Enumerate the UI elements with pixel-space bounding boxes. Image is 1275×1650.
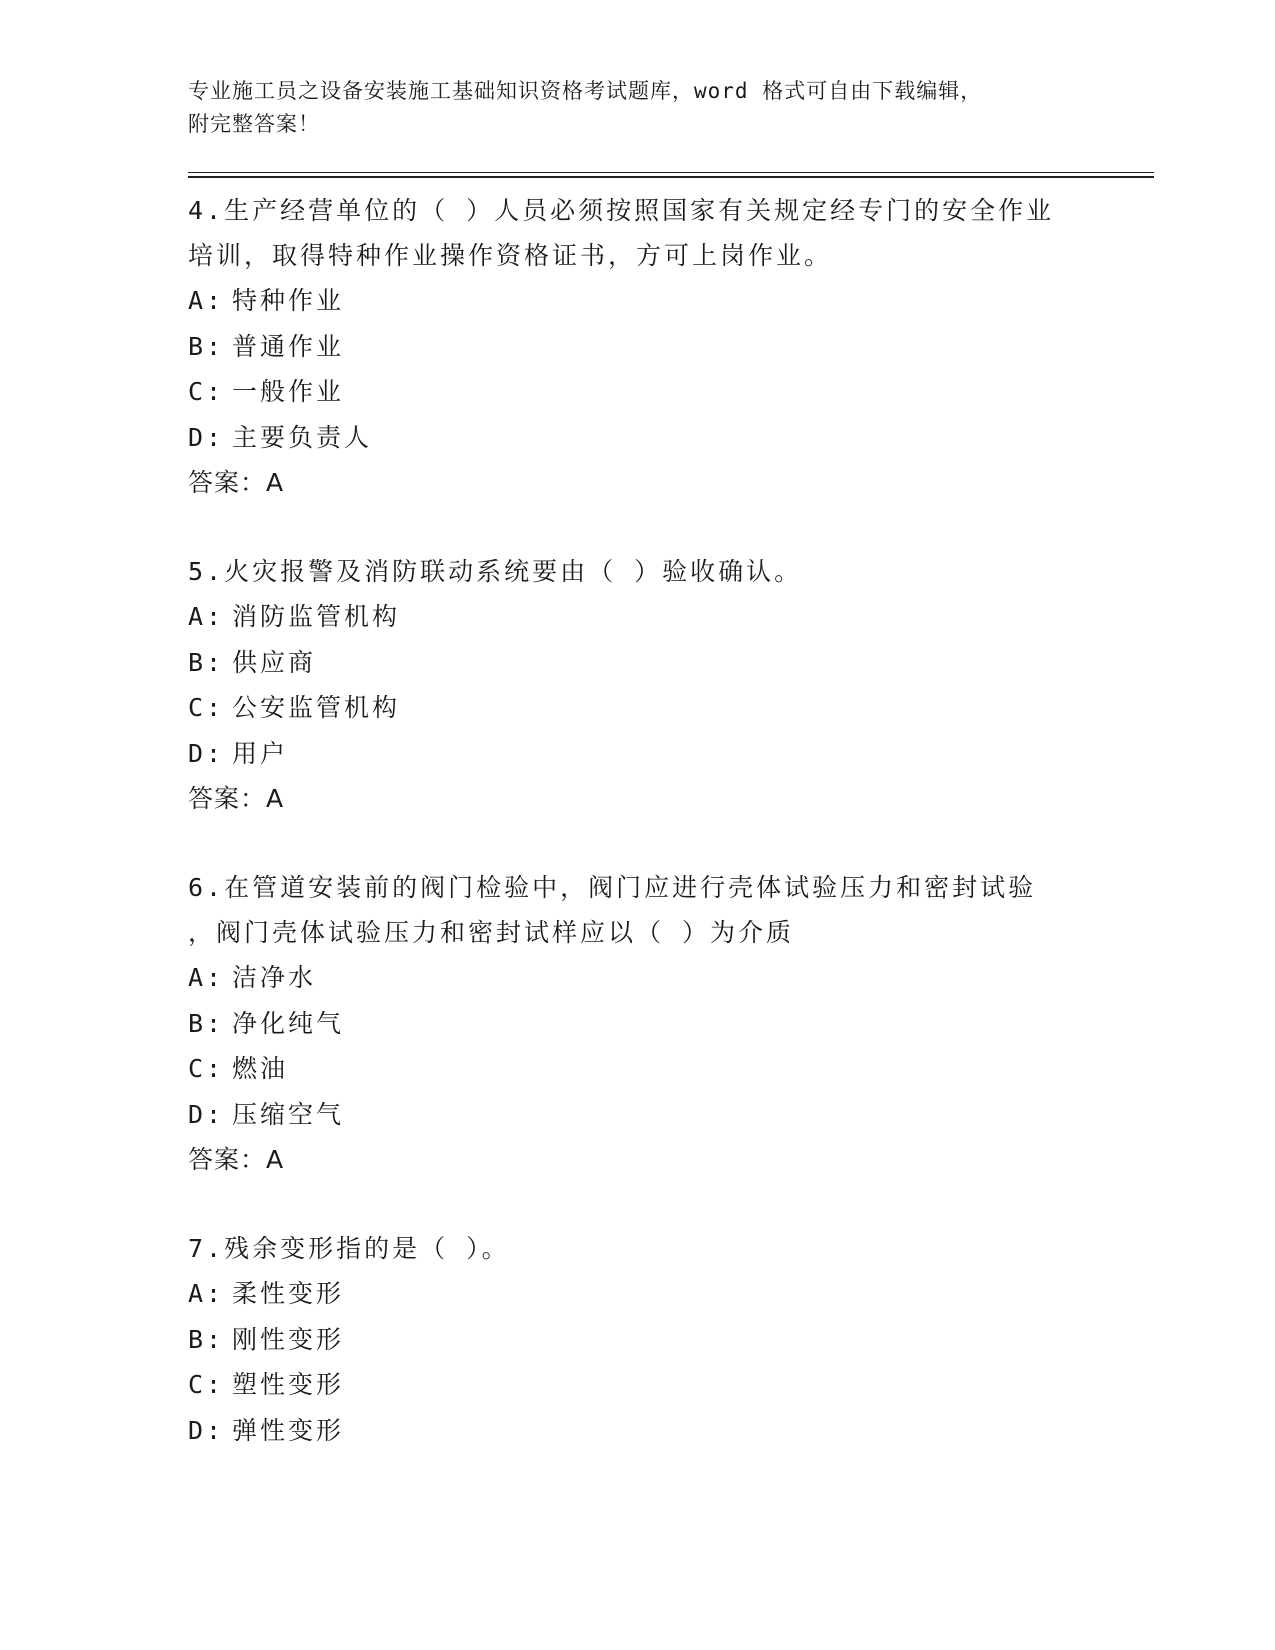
question-list — [188, 188, 1148, 1453]
question-spacer — [188, 1182, 1148, 1226]
option-letter: C: — [188, 1370, 225, 1399]
question-item — [188, 865, 1148, 1182]
option-d — [188, 1408, 1148, 1454]
document-header — [188, 75, 1088, 141]
option-text: 消防监管机构 — [232, 602, 401, 631]
question-stem: 4.生产经营单位的（ ）人员必须按照国家有关规定经专门的安全作业 — [188, 196, 1055, 225]
option-text: 供应商 — [232, 647, 317, 677]
question-spacer — [188, 505, 1148, 549]
option-c — [188, 369, 1148, 415]
option-letter: C: — [188, 693, 225, 722]
option-d — [188, 415, 1148, 461]
option-text: 净化纯气 — [232, 1008, 345, 1038]
option-letter: A: — [188, 963, 225, 992]
option-text: 燃油 — [232, 1054, 289, 1083]
option-a — [188, 955, 1148, 1001]
option-b — [188, 1001, 1148, 1047]
answer-line: 答案：A — [188, 784, 285, 813]
header-title-line1: 专业施工员之设备安装施工基础知识资格考试题库，word 格式可自由下载编辑， — [188, 79, 983, 103]
question-stem: 6.在管道安装前的阀门检验中，阀门应进行壳体试验压力和密封试验 — [188, 873, 1037, 902]
option-letter: A: — [188, 286, 225, 315]
option-letter: B: — [188, 1324, 225, 1354]
question-stem: 7.残余变形指的是（ ）。 — [188, 1234, 510, 1263]
option-letter: A: — [188, 1279, 225, 1308]
option-text: 塑性变形 — [232, 1370, 345, 1399]
question-item — [188, 1226, 1148, 1453]
option-text: 一般作业 — [232, 377, 345, 406]
option-text: 主要负责人 — [232, 422, 373, 452]
option-letter: D: — [188, 1099, 225, 1129]
option-letter: C: — [188, 1054, 225, 1083]
option-text: 公安监管机构 — [232, 693, 401, 722]
header-divider-thin — [188, 172, 1154, 173]
question-stem-continued: ，阀门壳体试验压力和密封试样应以（ ）为介质 — [188, 918, 795, 947]
option-text: 压缩空气 — [232, 1099, 345, 1129]
option-b — [188, 640, 1148, 686]
option-a — [188, 1271, 1148, 1317]
option-a — [188, 278, 1148, 324]
option-letter: D: — [188, 738, 225, 768]
option-c — [188, 1362, 1148, 1408]
option-b — [188, 1317, 1148, 1363]
option-text: 洁净水 — [232, 963, 317, 992]
option-letter: B: — [188, 1008, 225, 1038]
question-stem-continued: 培训，取得特种作业操作资格证书，方可上岗作业。 — [188, 241, 833, 270]
option-text: 弹性变形 — [232, 1415, 345, 1445]
option-letter: D: — [188, 1415, 225, 1445]
header-divider-thick — [188, 176, 1154, 178]
option-letter: C: — [188, 377, 225, 406]
question-item — [188, 549, 1148, 821]
option-letter: B: — [188, 647, 225, 677]
option-a — [188, 594, 1148, 640]
option-d — [188, 1092, 1148, 1138]
option-letter: D: — [188, 422, 225, 452]
question-item — [188, 188, 1148, 505]
option-b — [188, 324, 1148, 370]
option-letter: A: — [188, 602, 225, 631]
question-stem: 5.火灾报警及消防联动系统要由（ ）验收确认。 — [188, 557, 803, 586]
option-c — [188, 685, 1148, 731]
answer-line: 答案：A — [188, 1145, 285, 1174]
question-spacer — [188, 821, 1148, 865]
option-text: 特种作业 — [232, 286, 345, 315]
answer-line: 答案：A — [188, 468, 285, 497]
option-text: 柔性变形 — [232, 1279, 345, 1308]
option-text: 刚性变形 — [232, 1324, 345, 1354]
option-d — [188, 731, 1148, 777]
option-letter: B: — [188, 331, 225, 361]
option-text: 普通作业 — [232, 331, 345, 361]
header-title-line2: 附完整答案！ — [188, 112, 320, 136]
option-c — [188, 1046, 1148, 1092]
option-text: 用户 — [232, 738, 289, 768]
